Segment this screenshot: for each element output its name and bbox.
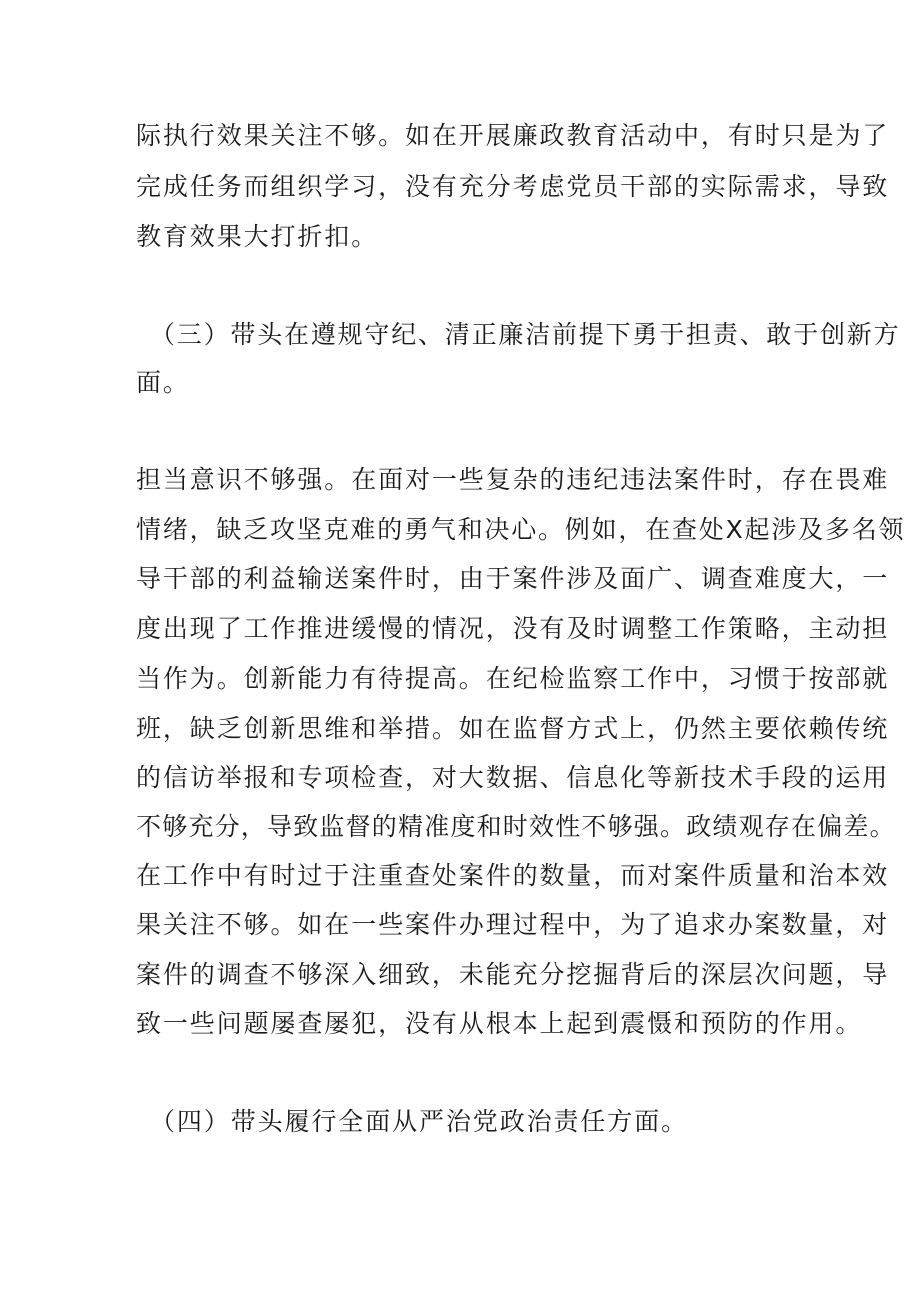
heading-line: （四）带头履行全面从严治党政治责任方面。 [150, 1107, 689, 1136]
paragraph-line: 教育效果大打折扣。 [136, 222, 379, 251]
paragraph-line: 不够充分，导致监督的精准度和时效性不够强。政绩观存在偏差。 [136, 812, 896, 841]
heading-line: （三）带头在遵规守纪、清正廉洁前提下勇于担责、敢于创新方 [150, 320, 901, 349]
paragraph-line: 度出现了工作推进缓慢的情况，没有及时调整工作策略，主动担 [136, 614, 890, 643]
paragraph-line: 的信访举报和专项检查，对大数据、信息化等新技术手段的运用 [136, 763, 890, 792]
paragraph-line: 在工作中有时过于注重查处案件的数量，而对案件质量和治本效 [136, 861, 890, 890]
heading-line: 面。 [136, 368, 190, 397]
paragraph-line: 果关注不够。如在一些案件办理过程中，为了追求办案数量，对 [136, 910, 890, 939]
paragraph-line: 当作为。创新能力有待提高。在纪检监察工作中，习惯于按部就 [136, 664, 890, 693]
paragraph-line: 案件的调查不够深入细致，未能充分挖掘背后的深层次问题，导 [136, 960, 890, 989]
paragraph-line: 班，缺乏创新思维和举措。如在监督方式上，仍然主要依赖传统 [136, 714, 890, 743]
paragraph-line: 完成任务而组织学习，没有充分考虑党员干部的实际需求，导致 [136, 172, 890, 201]
paragraph-line: 情绪，缺乏攻坚克难的勇气和决心。例如，在查处X起涉及多名领 [136, 515, 906, 544]
paragraph-line: 导干部的利益输送案件时，由于案件涉及面广、调查难度大，一 [136, 564, 890, 593]
paragraph-line: 担当意识不够强。在面对一些复杂的违纪违法案件时，存在畏难 [136, 465, 890, 494]
paragraph-line: 致一些问题屡查屡犯，没有从根本上起到震慑和预防的作用。 [136, 1009, 863, 1038]
paragraph-line: 际执行效果关注不够。如在开展廉政教育活动中，有时只是为了 [136, 121, 890, 150]
